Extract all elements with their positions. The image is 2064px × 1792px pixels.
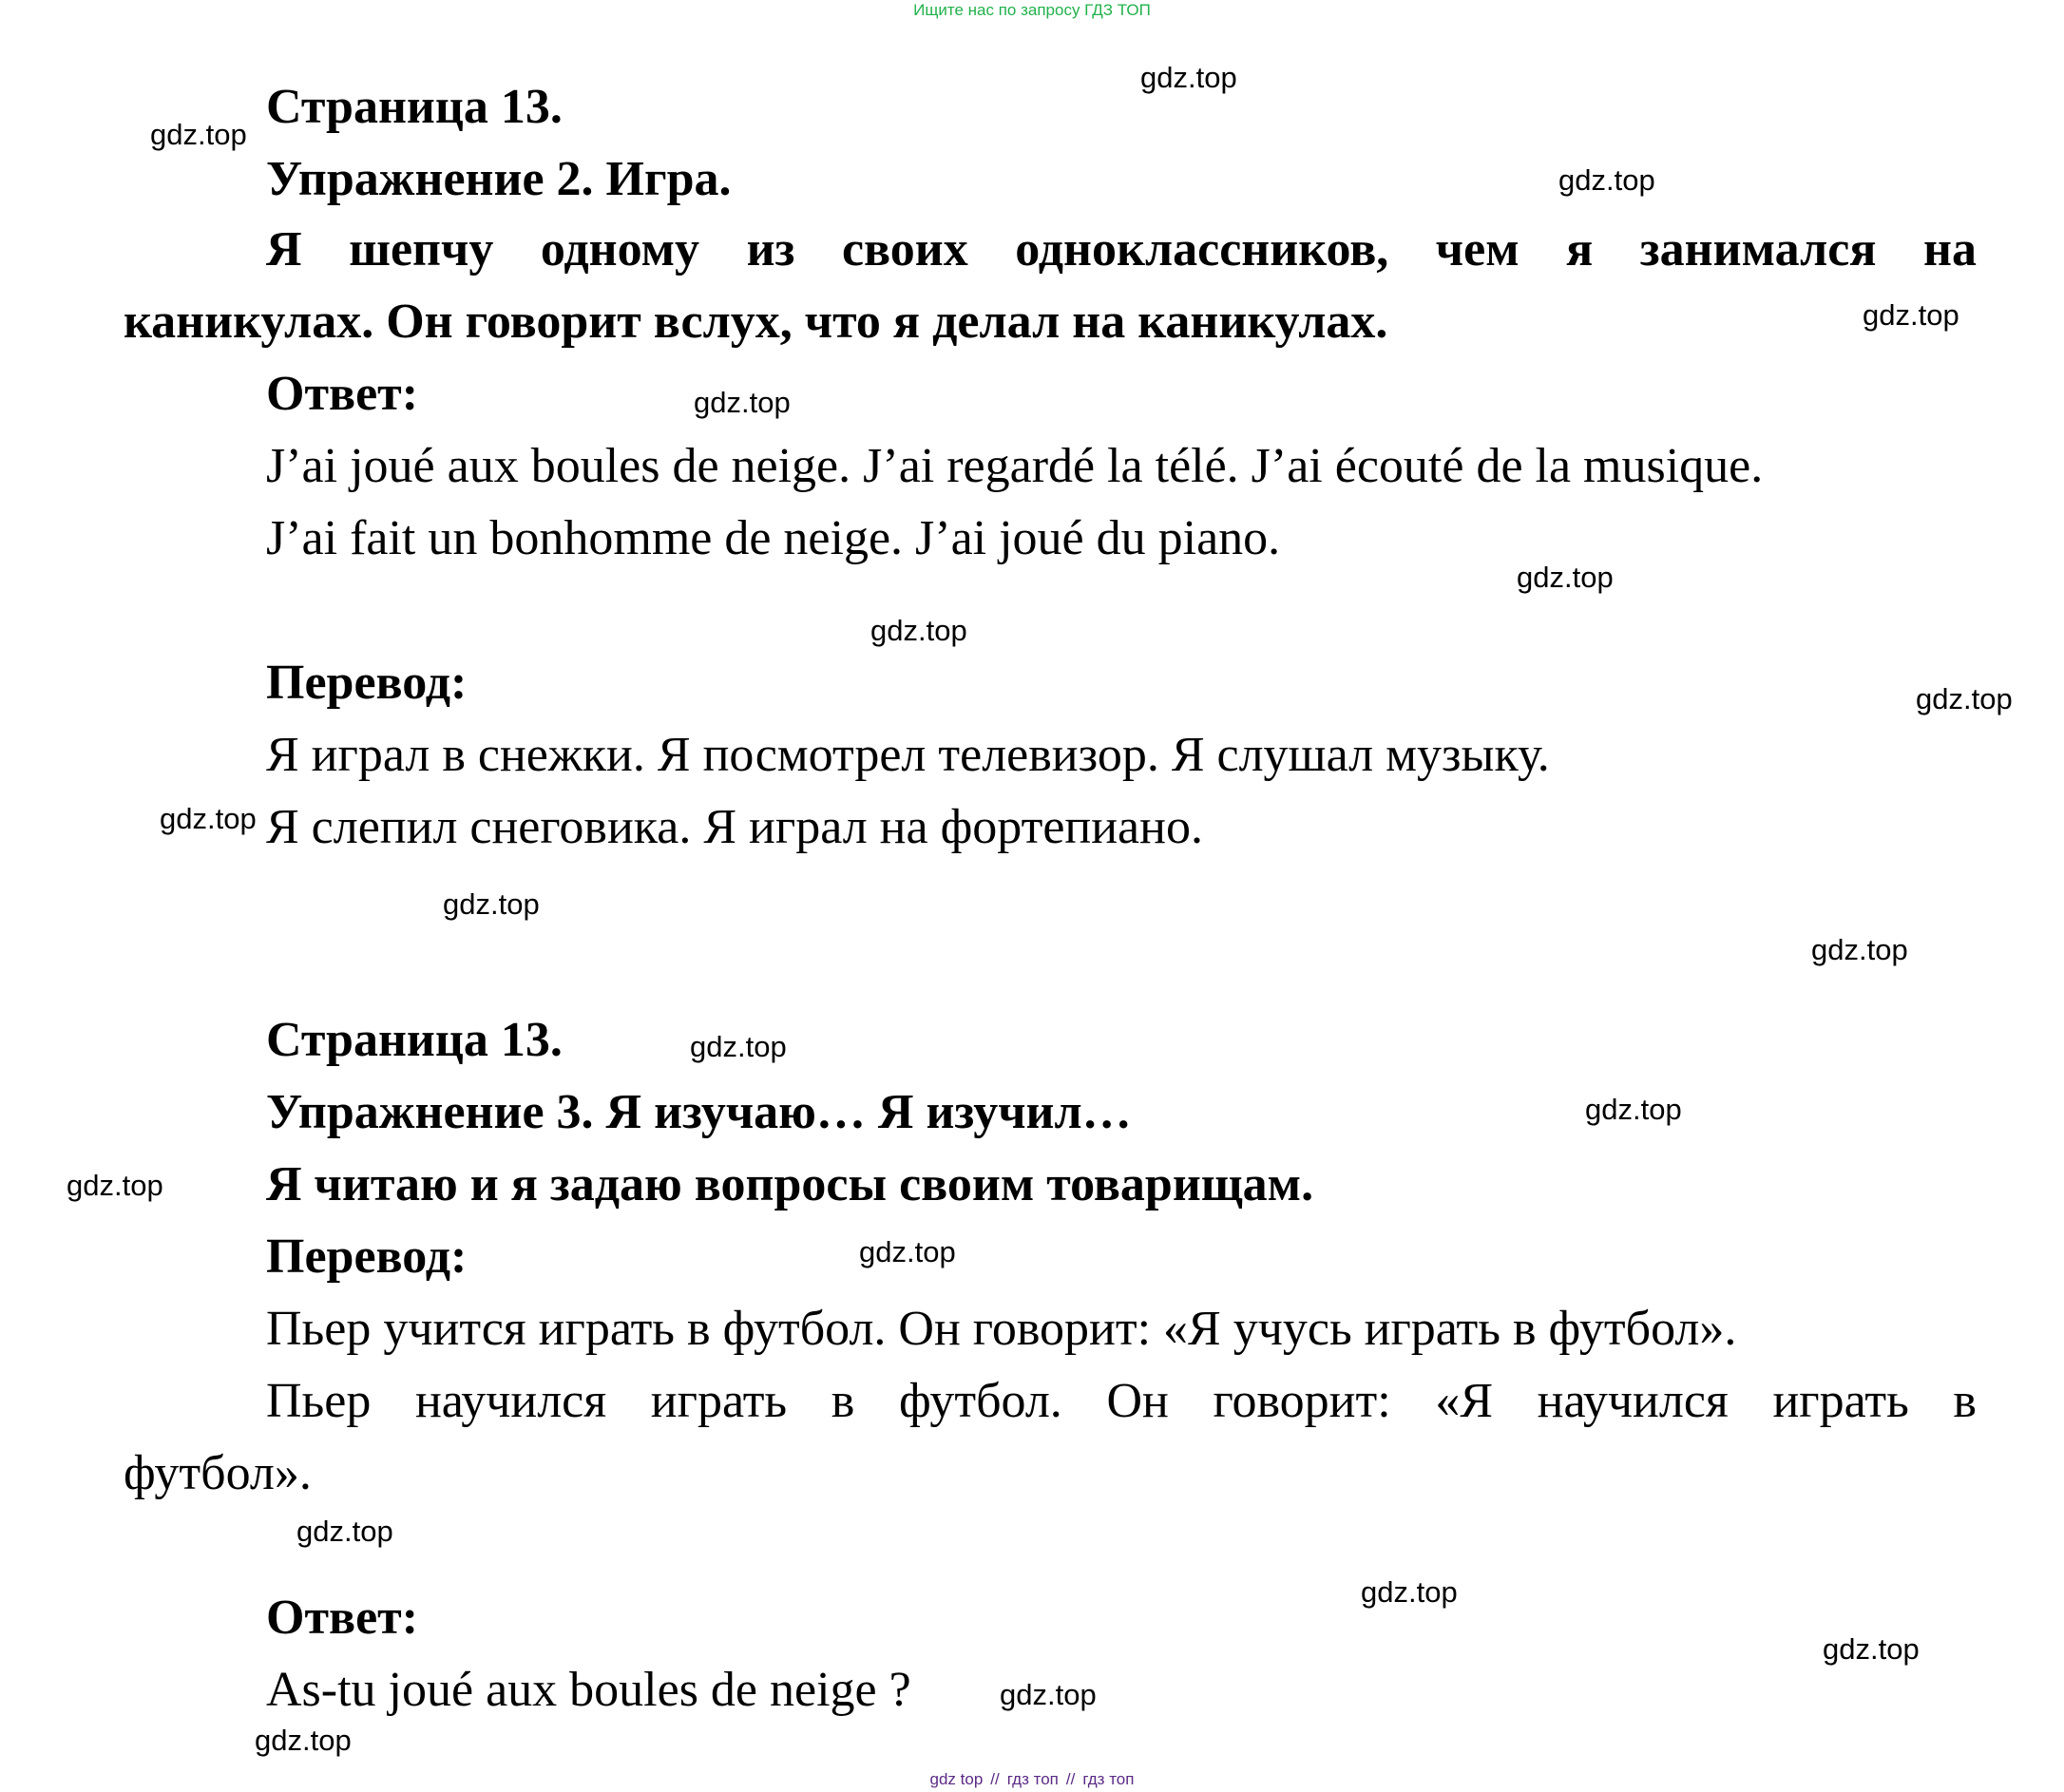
answer-text-line: J’ai joué aux boules de neige. J’ai regardé la télé. J’ai écouté de la musique. xyxy=(266,439,1764,493)
exercise-title: Упражнение 3. Я изучаю… Я изучил… xyxy=(266,1085,1132,1139)
watermark: gdz.top xyxy=(690,1030,787,1063)
page-title: Страница 13. xyxy=(266,1013,563,1067)
watermark: gdz.top xyxy=(870,614,967,647)
exercise-title: Упражнение 2. Игра. xyxy=(266,152,732,206)
watermark: gdz.top xyxy=(160,802,257,835)
watermark: gdz.top xyxy=(1811,933,1908,966)
page-title: Страница 13. xyxy=(266,80,563,134)
watermark: gdz.top xyxy=(296,1515,393,1548)
task-text-line: каникулах. Он говорит вслух, что я делал на каникулах. xyxy=(124,295,1388,349)
footer-text: gdz top xyxy=(929,1770,984,1788)
bottom-footer xyxy=(0,1769,2064,1790)
footer-text: гдз топ xyxy=(1082,1770,1135,1788)
answer-text-line: J’ai fait un bonhomme de neige. J’ai joué du piano. xyxy=(266,511,1281,565)
watermark: gdz.top xyxy=(1916,682,2013,715)
translation-text-line: футбол». xyxy=(124,1446,312,1500)
task-text-line: Я шепчу одному из своих одноклассников, чем я занимался на xyxy=(266,222,1977,276)
answer-label: Ответ: xyxy=(266,1591,419,1645)
footer-separator: // xyxy=(990,1770,1000,1788)
watermark: gdz.top xyxy=(1558,163,1655,197)
answer-label: Ответ: xyxy=(266,367,419,421)
watermark: gdz.top xyxy=(443,887,540,921)
translation-label: Перевод: xyxy=(266,1230,468,1284)
watermark: gdz.top xyxy=(150,118,247,151)
translation-text-line: Я слепил снеговика. Я играл на фортепиано. xyxy=(266,800,1203,854)
footer-separator: // xyxy=(1065,1770,1076,1788)
watermark: gdz.top xyxy=(1823,1632,1920,1666)
top-banner: Ищите нас по запросу ГДЗ ТОП xyxy=(913,1,1151,19)
footer-text: гдз топ xyxy=(1006,1770,1059,1788)
watermark: gdz.top xyxy=(1863,298,1959,332)
task-text-line: Я читаю и я задаю вопросы своим товарищам. xyxy=(266,1157,1314,1211)
translation-text-line: Пьер научился играть в футбол. Он говорит: «Я научился играть в xyxy=(266,1374,1977,1428)
watermark: gdz.top xyxy=(1517,561,1614,594)
translation-text-line: Я играл в снежки. Я посмотрел телевизор. Я слушал музыку. xyxy=(266,728,1550,782)
watermark: gdz.top xyxy=(1140,61,1237,94)
watermark: gdz.top xyxy=(694,386,791,419)
translation-text-line: Пьер учится играть в футбол. Он говорит: «Я учусь играть в футбол». xyxy=(266,1302,1737,1356)
watermark: gdz.top xyxy=(1000,1678,1097,1711)
translation-label: Перевод: xyxy=(266,656,468,710)
watermark: gdz.top xyxy=(1361,1575,1458,1609)
answer-text-line: As-tu joué aux boules de neige ? xyxy=(266,1663,911,1717)
watermark: gdz.top xyxy=(67,1169,163,1202)
watermark: gdz.top xyxy=(859,1235,956,1268)
watermark: gdz.top xyxy=(255,1724,352,1757)
watermark: gdz.top xyxy=(1585,1093,1682,1126)
